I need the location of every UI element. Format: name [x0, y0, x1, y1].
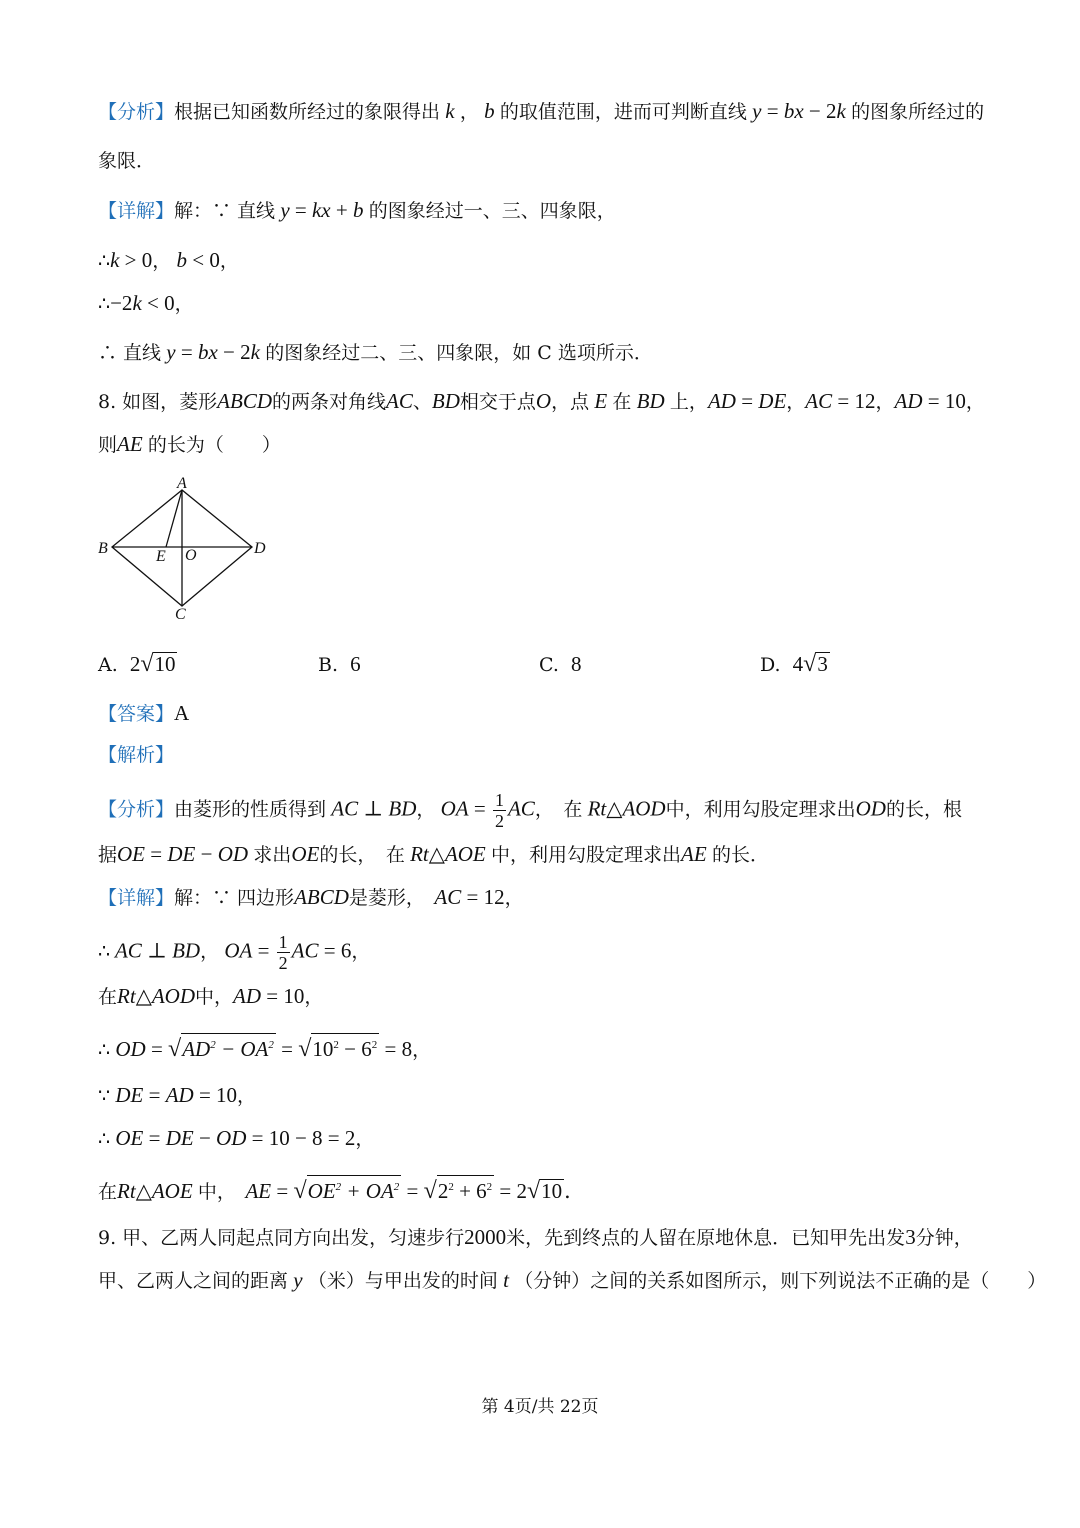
q8-detail-step-2: 在Rt△AOD中，AD = 10，: [98, 984, 324, 1008]
q7-detail-line: 【详解】解：∵ 直线 y = kx + b 的图象经过一、三、四象限，: [98, 198, 616, 222]
label-d: D: [254, 540, 266, 557]
q7-step-3: ∴ 直线 y = bx − 2k 的图象经过二、三、四象限，如 C 选项所示．: [98, 340, 653, 364]
q9-question-line-1: 9. 甲、乙两人同起点同方向出发，匀速步行2000米，先到终点的人留在原地休息．已知甲先出发3分钟，: [98, 1225, 973, 1249]
explain-line: [98, 741, 174, 769]
option-b[interactable]: B. 6: [318, 652, 361, 676]
q8-detail-step-5: ∴ OE = DE − OD = 10 − 8 = 2，: [98, 1126, 375, 1150]
q7-analysis-line: 【分析】根据已知函数所经过的象限得出 k ， b 的取值范围，进而可判断直线 y = bx − 2k 的图象所经过的: [98, 99, 985, 123]
label-a: A: [177, 475, 187, 492]
q8-detail-step-3: ∴ OD = $√AD^2 - OA^2 = √10^2 - 6^2 = 8$，: [98, 1033, 431, 1064]
page-footer: 第 4页/共 22页: [481, 1397, 599, 1417]
q8-detail-step-6: 在Rt△AOE 中， AE = $√OE^2 + OA^2 = √2^2 + 6^2 = 2√10$．: [98, 1175, 585, 1206]
label-b: B: [98, 540, 108, 557]
q8-detail-line: 【详解】解：∵ 四边形ABCD是菱形， AC = 12，: [98, 885, 524, 909]
answer-tag: 【答案】: [98, 703, 175, 725]
detail-tag: 【详解】: [98, 200, 175, 222]
explain-tag: 【解析】: [98, 744, 175, 766]
segment-ae: [166, 490, 182, 547]
q9-question-line-2: 甲、乙两人之间的距离 y （米）与甲出发的时间 t （分钟）之间的关系如图所示，则下列说法不正确的是（ ）: [98, 1268, 1047, 1292]
answer-line: 【答案】A: [98, 701, 190, 725]
analysis-tag: 【分析】: [98, 101, 175, 123]
q8-analysis-line-1: 【分析】由菱形的性质得到 AC ⊥ BD， OA = $\frac{1}{2}$ AC， 在 Rt△AOD中，利用勾股定理求出OD的长，根: [98, 790, 962, 831]
q8-detail-step-4: ∵ DE = AD = 10，: [98, 1083, 257, 1107]
q8-question-line-1: 8. 如图，菱形ABCD的两条对角线AC、BD相交于点O，点 E 在 BD 上，AD = DE，AC = 12，AD = 10，: [98, 389, 985, 413]
option-c[interactable]: C. 8: [539, 652, 582, 676]
q8-analysis-line-2: 据OE = DE − OD 求出OE的长， 在 Rt△AOE 中，利用勾股定理求出AE 的长．: [98, 842, 769, 866]
label-c: C: [175, 606, 186, 623]
option-a[interactable]: A. 2√10: [98, 651, 176, 677]
rhombus-figure: [90, 470, 280, 630]
q8-detail-step-1: ∴ AC ⊥ BD， OA = $\frac{1}{2}$ AC = 6，: [98, 932, 371, 973]
q7-step-1: ∴k > 0， b < 0，: [98, 248, 239, 272]
option-d[interactable]: D. 4√3: [760, 651, 828, 677]
q7-analysis-line-2: 象限．: [98, 150, 156, 172]
q7-step-2: ∴−2k < 0，: [98, 291, 194, 315]
label-e: E: [156, 548, 166, 565]
label-o: O: [185, 547, 197, 564]
q8-question-line-2: 则AE 的长为（ ）: [98, 432, 281, 456]
